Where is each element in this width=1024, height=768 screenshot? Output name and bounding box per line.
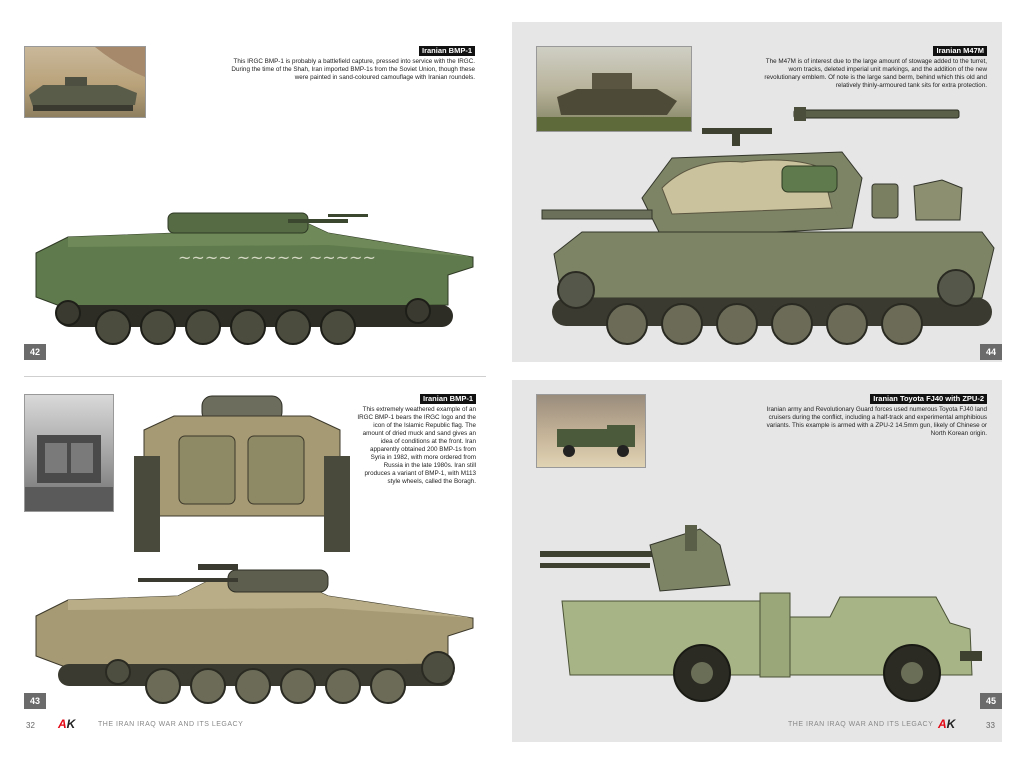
left-footer-title: THE IRAN IRAQ WAR AND ITS LEGACY bbox=[98, 721, 244, 728]
ak-logo-right-a: A bbox=[938, 717, 947, 731]
plate-44-number: 44 bbox=[980, 344, 1002, 360]
ak-logo-left bbox=[58, 717, 75, 731]
toyota-fj40-zpu2-side-profile-icon bbox=[540, 525, 990, 715]
bmp1-weathered-side-profile-icon bbox=[28, 560, 483, 710]
svg-text:~~~~ ~~~~~ ~~~~~: ~~~~ ~~~~~ ~~~~~ bbox=[178, 248, 376, 267]
reference-photo-bmp1-desert bbox=[24, 46, 146, 118]
plate-45-title: Iranian Toyota FJ40 with ZPU-2 bbox=[870, 394, 987, 404]
right-page bbox=[512, 0, 1024, 768]
m47m-tank-side-profile-icon bbox=[542, 128, 997, 358]
ak-logo-right-k: K bbox=[946, 717, 956, 731]
plate-44-title: Iranian M47M bbox=[933, 46, 987, 56]
left-page-divider bbox=[24, 376, 486, 377]
photo-m47m-silhouette-icon bbox=[537, 47, 691, 131]
plate-45-number: 45 bbox=[980, 693, 1002, 709]
right-page-number: 33 bbox=[986, 721, 995, 730]
plate-43-text: This extremely weathered example of an IRGC BMP-1 bears the IRGC logo and the icon of the Islamic Republic flag. The amount of dried muck and sand gives an idea of conditions at the front. Iran apparently obtained 200 BMP-1s from Syria in 1982, with more ordered from Russia in the late 1980s. Iran still produces a variant of BMP-1, with M113 style wheels, called the Boragh. bbox=[357, 406, 476, 485]
plate-42-title: Iranian BMP-1 bbox=[419, 46, 475, 56]
plate-44-caption bbox=[752, 46, 987, 90]
photo-toyota-fj40-silhouette-icon bbox=[537, 395, 645, 467]
plate-45-caption bbox=[762, 394, 987, 438]
photo-bmp1-silhouette-icon bbox=[25, 47, 145, 117]
plate-43-title: Iranian BMP-1 bbox=[420, 394, 476, 404]
ak-logo-left-a: A bbox=[58, 717, 67, 731]
m47m-gun-barrel-detail-icon bbox=[794, 104, 964, 126]
ak-logo-left-k: K bbox=[66, 717, 76, 731]
plate-44-text: The M47M is of interest due to the large amount of stowage added to the turret, worn tracks, deleted imperial unit markings, and the addition of the new revolutionary emblem. Of note is the large sand berm, behind which this old and relatively thinly-armoured tank sits for extra protection. bbox=[764, 58, 987, 89]
left-page-number: 32 bbox=[26, 721, 35, 730]
plate-43-number: 43 bbox=[24, 693, 46, 709]
reference-photo-m47m bbox=[536, 46, 692, 132]
bmp1-green-side-profile-icon bbox=[28, 205, 483, 360]
bmp1-weathered-front-icon bbox=[134, 396, 349, 556]
plate-42-text: This IRGC BMP-1 is probably a battlefield capture, pressed into service with the IRGC. During the time of the Shah, Iran imported BMP-1s from the Soviet Union, though these were painted in sand-coloured camouflage with Iranian roundels. bbox=[231, 58, 475, 81]
plate-43-caption bbox=[356, 394, 476, 486]
photo-bmp1-wreck-icon bbox=[25, 395, 113, 511]
plate-45-text: Iranian army and Revolutionary Guard forces used numerous Toyota FJ40 land cruisers during the conflict, including a half-track and experimental amphibious variants. This example is armed with a ZPU-2 14.5mm gun, likely of Chinese or North Korean origin. bbox=[766, 406, 987, 437]
plate-42-number: 42 bbox=[24, 344, 46, 360]
reference-photo-bmp1-wreck bbox=[24, 394, 114, 512]
right-footer-title: THE IRAN IRAQ WAR AND ITS LEGACY bbox=[788, 721, 934, 728]
ak-logo-right bbox=[938, 717, 955, 731]
reference-photo-toyota-fj40 bbox=[536, 394, 646, 468]
plate-42-caption bbox=[230, 46, 475, 82]
